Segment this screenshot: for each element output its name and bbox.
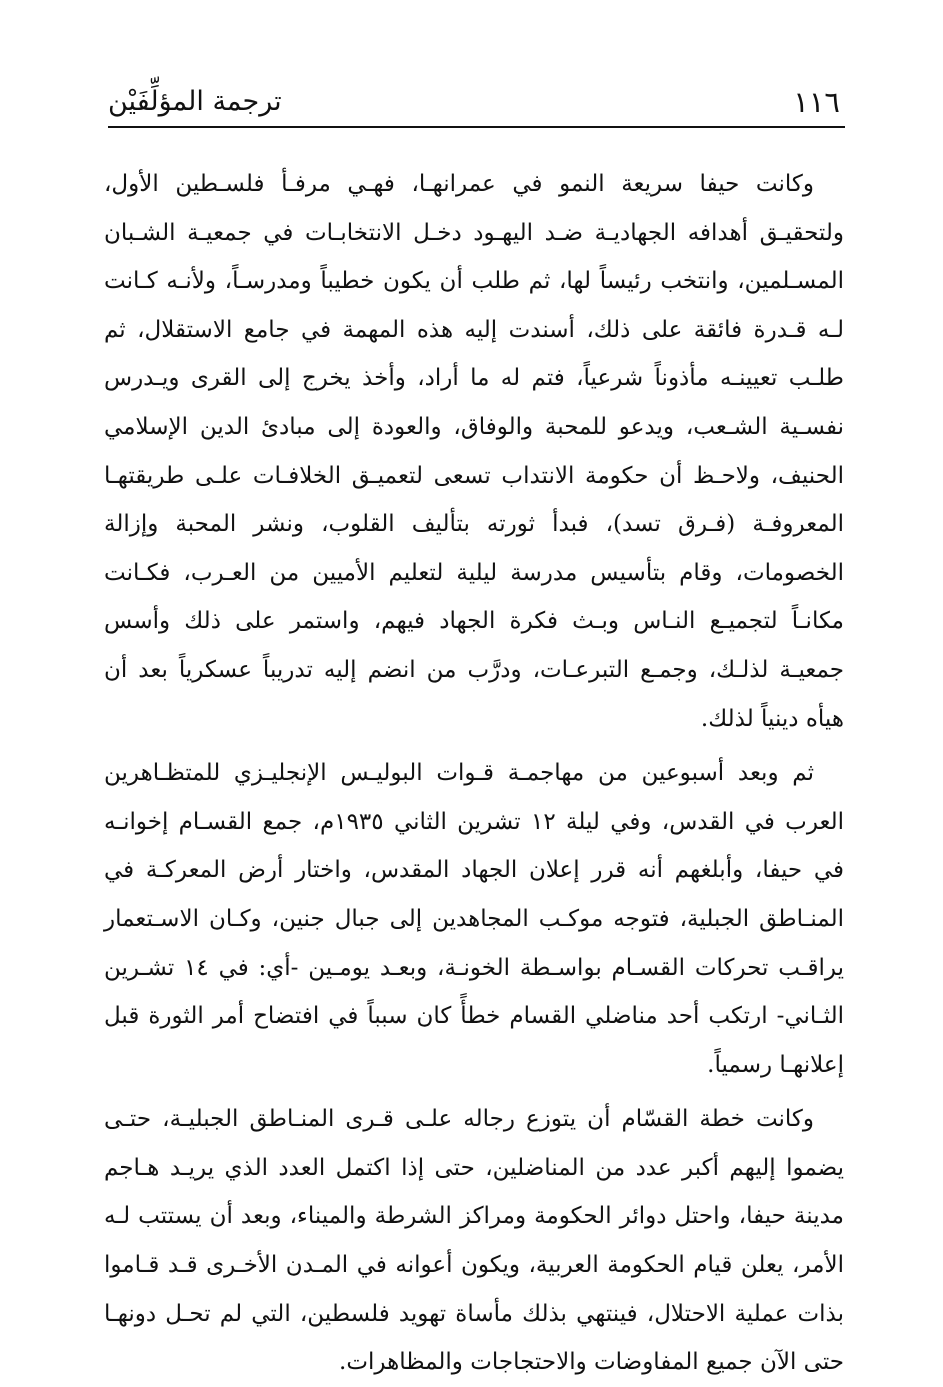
running-title: ترجمة المؤلِّفَيْن: [108, 86, 282, 117]
running-header: [108, 78, 840, 126]
paragraph: وكانت حيفا سريعة النمو في عمرانهـا، فهـي مرفـأ فلسـطين الأول، ولتحقيـق أهدافه الجهاديـة ضـد اليهـود دخـل الانتخابـات في جمعيـة الشـبان المسـلمين، وانتخب رئيساً لها، ثم طلب أن يكون خطيباً ومدرسـاً، ولأنـه كـانت لـه قـدرة فائقة على ذلك، أسندت إليه هذه المهمة في جامع الاستقلال، ثم طلـب تعيينـه مأذوناً شرعياً، فتم له ما أراد، وأخذ يخرج إلى القرى ويـدرس نفسـية الشـعب، ويدعو للمحبة والوفاق، والعودة إلى مبادئ الدين الإسلامي الحنيف، ولاحـظ أن حكومة الانتداب تسعى لتعميـق الخلافـات علـى طريقتهـا المعروفـة (فـرق تسد)، فبدأ ثورته بتأليف القلوب، ونشر المحبة وإزالة الخصومات، وقام بتأسيس مدرسة ليلية لتعليم الأميين من العـرب، فكـانت مكانـاً لتجميـع النـاس وبـث فكرة الجهاد فيهم، واستمر على ذلك وأسس جمعيـة لذلـك، وجمـع التبرعـات، ودرَّب من انضم إليه تدريباً عسكرياً بعد أن هيأه دينياً لذلك.: [104, 171, 844, 732]
body-text: [104, 160, 844, 1387]
header-rule: [108, 126, 845, 128]
paragraph: وكانت خطة القسّام أن يتوزع رجاله علـى قـرى المنـاطق الجبليـة، حتـى يضموا إليهم أكبر عدد من المناضلين، حتى إذا اكتمل العدد الذي يريـد هـاجم مدينة حيفا، واحتل دوائر الحكومة ومراكز الشرطة والميناء، وبعد أن يستتب لـه الأمر، يعلن قيام الحكومة العربية، ويكون أعوانه في المـدن الأخـرى قـد قـاموا بذات عملية الاحتلال، فينتهي بذلك مأساة تهويد فلسطين، التي لم تحـل دونهـا حتى الآن جميع المفاوضات والاحتجاجات والمظاهرات.: [104, 1106, 844, 1376]
page-number: ١١٦: [793, 85, 840, 119]
paragraph: ثم وبعد أسبوعين من مهاجمـة قـوات البوليـس الإنجليـزي للمتظـاهرين العرب في القدس، وفي ليلة ١٢ تشرين الثاني ١٩٣٥م، جمع القسـام إخوانـه في حيفا، وأبلغهم أنه قرر إعلان الجهاد المقدس، واختار أرض المعركـة في المنـاطق الجبلية، فتوجه موكـب المجاهدين إلى جبال جنين، وكـان الاسـتعمار يراقـب تحركات القسـام بواسـطة الخونـة، وبعـد يومـين -أي: في ١٤ تشـرين الثـاني- ارتكب أحد مناضلي القسام خطأً كان سبباً في افتضاح أمر الثورة قبل إعلانهـا رسمياً.: [104, 760, 845, 1078]
